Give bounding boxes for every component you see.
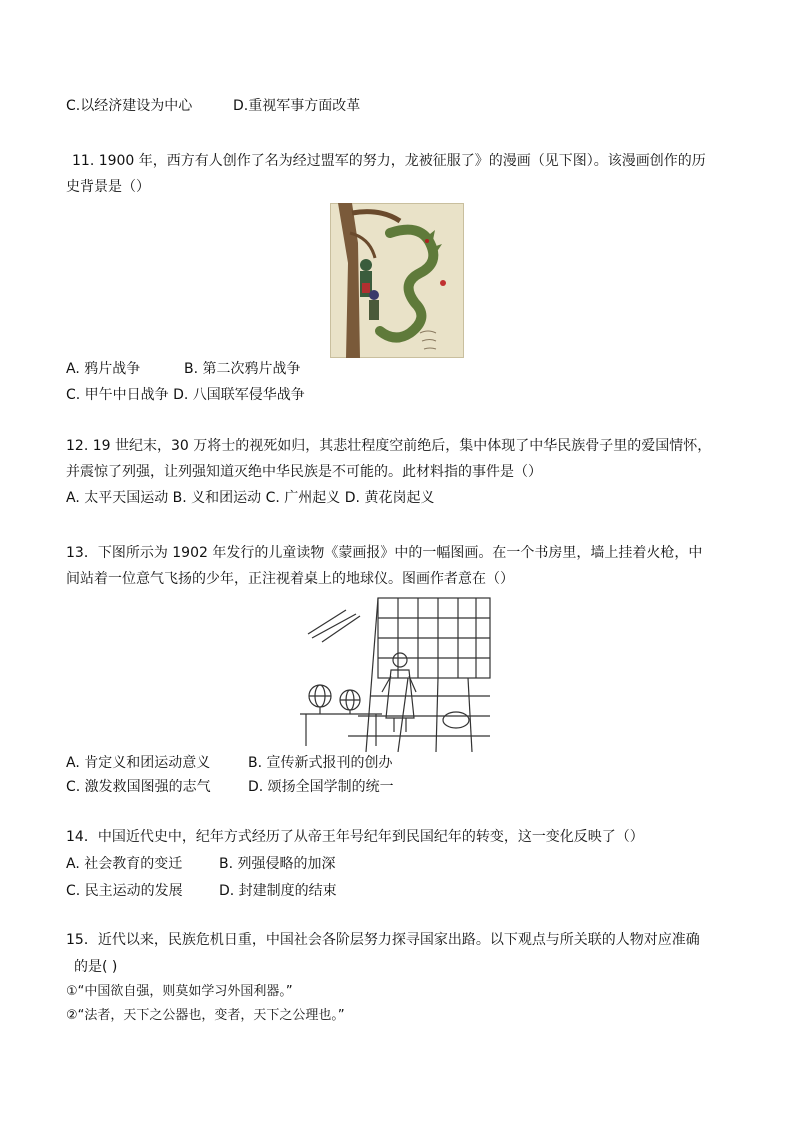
q11-option-b: B. 第二次鸦片战争 [184,361,301,377]
q11-options-cd: C. 甲午中日战争 D. 八国联军侵华战争 [66,387,305,403]
q13-option-a: A. 肯定义和团运动意义 [66,755,211,771]
q13-option-d: D. 颂扬全国学制的统一 [248,779,394,795]
q14-option-c: C. 民主运动的发展 [66,883,183,899]
q10-option-d: D.重视军事方面改革 [233,98,361,114]
q15-stem-line1: 15．近代以来，民族危机日重，中国社会各阶层努力探寻国家出路。以下观点与所关联的人物对应准确 [66,932,700,948]
q15-item-1: ①“中国欲自强，则莫如学习外国利器。” [66,984,293,999]
q11-stem-line2: 史背景是（） [66,179,150,195]
q11-option-a: A. 鸦片战争 [66,361,141,377]
q13-stem-line1: 13．下图所示为 1902 年发行的儿童读物《蒙画报》中的一幅图画。在一个书房里，墙上挂着火枪，中 [66,545,703,561]
q13-stem-line2: 间站着一位意气飞扬的少年，正注视着桌上的地球仪。图画作者意在（） [66,571,514,587]
q14-stem: 14．中国近代史中，纪年方式经历了从帝王年号纪年到民国纪年的转变，这一变化反映了（） [66,829,644,845]
q13-illustration-image [298,596,492,752]
q11-stem-line1: 11. 1900 年，西方有人创作了名为经过盟军的努力，龙被征服了》的漫画（见下图）。该漫画创作的历 [72,153,706,169]
q10-option-c: C.以经济建设为中心 [66,98,193,114]
q15-stem-line2: 的是( ) [74,959,118,975]
q12-stem-line2: 并震惊了列强，让列强知道灭绝中华民族是不可能的。此材料指的事件是（） [66,464,542,480]
q12-options: A. 太平天国运动 B. 义和团运动 C. 广州起义 D. 黄花岗起义 [66,490,435,506]
q13-option-b: B. 宣传新式报刊的创办 [248,755,393,771]
q14-option-d: D. 封建制度的结束 [219,883,337,899]
q14-option-b: B. 列强侵略的加深 [219,856,336,872]
q13-option-c: C. 激发救国图强的志气 [66,779,211,795]
q15-item-2: ②“法者，天下之公器也，变者，天下之公理也。” [66,1008,345,1023]
q11-cartoon-image [330,203,464,358]
q12-stem-line1: 12. 19 世纪末，30 万将士的视死如归，其悲壮程度空前绝后，集中体现了中华民族骨子里的爱国情怀， [66,438,712,454]
q14-option-a: A. 社会教育的变迁 [66,856,183,872]
